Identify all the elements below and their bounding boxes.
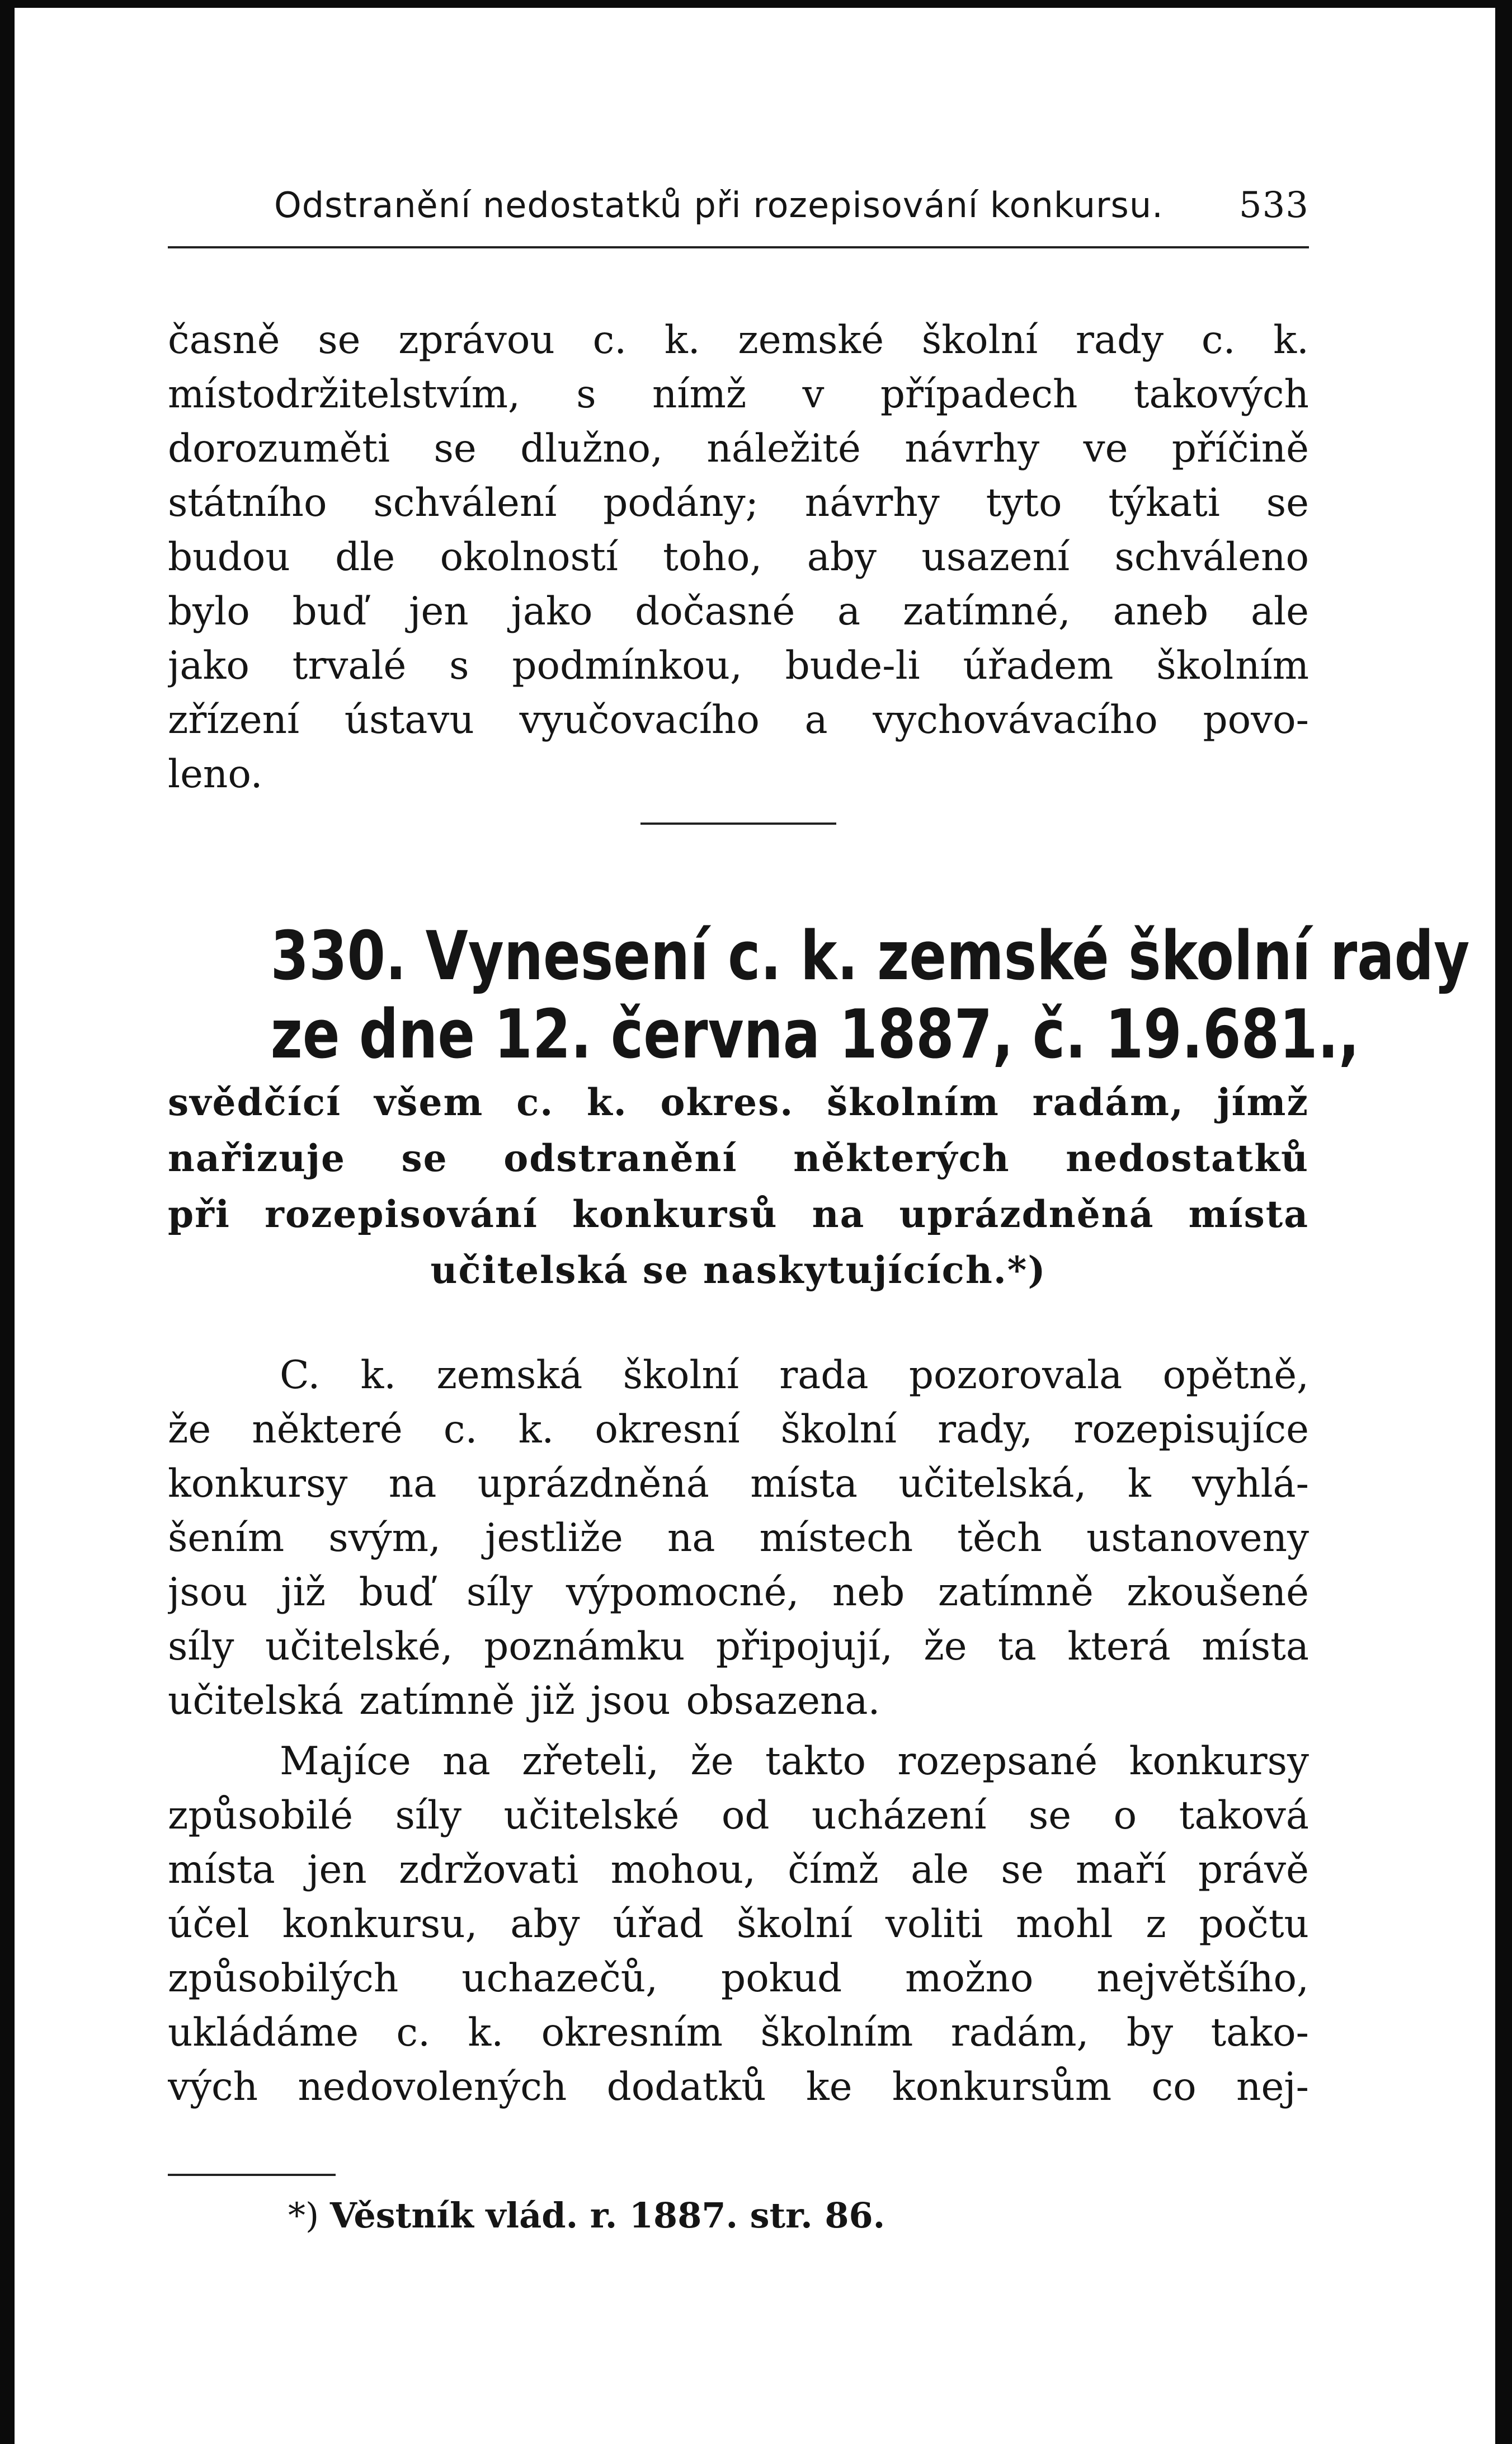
section-heading (270, 918, 1470, 1074)
text-line: že některé c. k. okresní školní rady, rozepisujíce (168, 1407, 1309, 1452)
text-line: ukládáme c. k. okresním školním radám, by tako- (168, 2010, 1309, 2055)
text-line: státního schválení podány; návrhy tyto týkati se (168, 481, 1309, 525)
footnote-rule (168, 2174, 336, 2176)
text-line: místa jen zdržovati mohou, čímž ale se maří právě (168, 1848, 1309, 1892)
section-separator (640, 822, 836, 825)
text-line: bylo buď jen jako dočasné a zatímné, aneb ale (168, 589, 1309, 634)
subheading-line: svědčící všem c. k. okres. školním radám, jímž (168, 1080, 1309, 1124)
text-line: zřízení ústavu vyučovacího a vychovávacího povo- (168, 698, 1309, 742)
text-line: učitelská zatímně již jsou obsazena. (168, 1679, 880, 1723)
text-line: vých nedovolených dodatků ke konkursům co nej- (168, 2065, 1309, 2109)
continuation-paragraph (168, 313, 1309, 802)
text-line: účel konkursu, aby úřad školní voliti mohl z počtu (168, 1902, 1309, 1947)
section-subheading (168, 1074, 1309, 1298)
text-line: jako trvalé s podmínkou, bude-li úřadem školním (168, 643, 1309, 688)
text-line: síly učitelské, poznámku připojují, že ta která místa (168, 1624, 1309, 1669)
text-line: způsobilé síly učitelské od ucházení se o taková (168, 1793, 1309, 1838)
header-rule (168, 246, 1309, 248)
text-line: dorozuměti se dlužno, náležité návrhy ve příčině (168, 426, 1309, 471)
page-number: 533 (1238, 185, 1309, 226)
running-head (168, 185, 1309, 229)
text-line: budou dle okolností toho, aby usazení schváleno (168, 535, 1309, 580)
running-head-title: Odstranění nedostatků při rozepisování konkursu. (274, 185, 1164, 225)
text-line: způsobilých uchazečů, pokud možno největšího, (168, 1956, 1309, 2001)
heading-line-1: 330. Vynesení c. k. zemské školní rady (270, 918, 1470, 995)
footnote-marker: *) (288, 2195, 319, 2236)
text-line: konkursy na uprázdněná místa učitelská, k vyhlá- (168, 1461, 1309, 1506)
text-line: leno. (168, 752, 263, 797)
footnote (288, 2191, 1295, 2241)
text-line: jsou již buď síly výpomocné, neb zatímně zkoušené (168, 1570, 1309, 1615)
paragraph-1 (168, 1348, 1309, 1728)
scan-edge-left (0, 0, 15, 2444)
subheading-line: učitelská se naskytujících.*) (430, 1248, 1047, 1292)
text-line: časně se zprávou c. k. zemské školní rady c. k. (168, 318, 1309, 363)
text-line: šením svým, jestliže na místech těch ustanoveny (168, 1516, 1309, 1561)
text-line: Majíce na zřeteli, že takto rozepsané konkursy (280, 1739, 1309, 1784)
paragraph-2 (168, 1735, 1309, 2114)
scan-edge-right (1495, 0, 1512, 2444)
heading-line-2: ze dne 12. června 1887, č. 19.681., (270, 996, 1360, 1074)
subheading-line: nařizuje se odstranění některých nedostatků (168, 1136, 1309, 1180)
book-page (168, 0, 1470, 2444)
footnote-text: Věstník vlád. r. 1887. str. 86. (329, 2195, 885, 2236)
subheading-line: při rozepisování konkursů na uprázdněná místa (168, 1192, 1309, 1236)
text-line: C. k. zemská školní rada pozorovala opětně, (280, 1353, 1309, 1398)
text-line: místodržitelstvím, s nímž v případech takových (168, 372, 1309, 417)
